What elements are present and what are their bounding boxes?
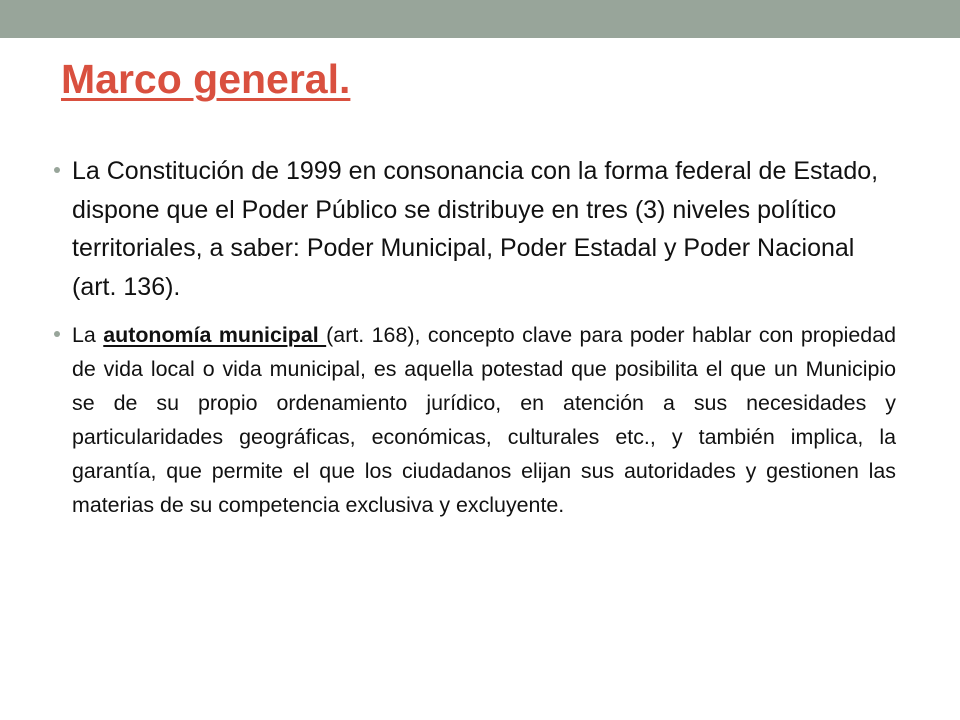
bullet-dot-icon [54, 331, 60, 337]
top-accent-bar [0, 0, 960, 38]
bullet-dot-icon [54, 167, 60, 173]
bullet-text: (art. 168), concepto clave para poder hablar con propiedad de vida local o vida municipal, es aquella potestad que posibilita el que un Municipio se de su propio ordenamiento jurídico, en atención a sus necesidades y particularidades geográficas, económicas, culturales etc., y también implica, la garantía, que permite el que los ciudadanos elijan sus autoridades y gestionen las materias de su competencia exclusiva y excluyente. [72, 323, 896, 517]
bullet-lead-text: La [72, 323, 104, 347]
bullet-item [50, 318, 896, 522]
bullet-list [50, 152, 896, 522]
bullet-text: La Constitución de 1999 en consonancia con la forma federal de Estado, dispone que el Poder Público se distribuye en tres (3) niveles político territoriales, a saber: Poder Municipal, Poder Estadal y Poder Nacional (art. 136). [72, 157, 879, 301]
emphasized-term: autonomía municipal [103, 323, 327, 347]
bullet-item [50, 152, 896, 306]
slide-title: Marco general. [61, 56, 351, 102]
